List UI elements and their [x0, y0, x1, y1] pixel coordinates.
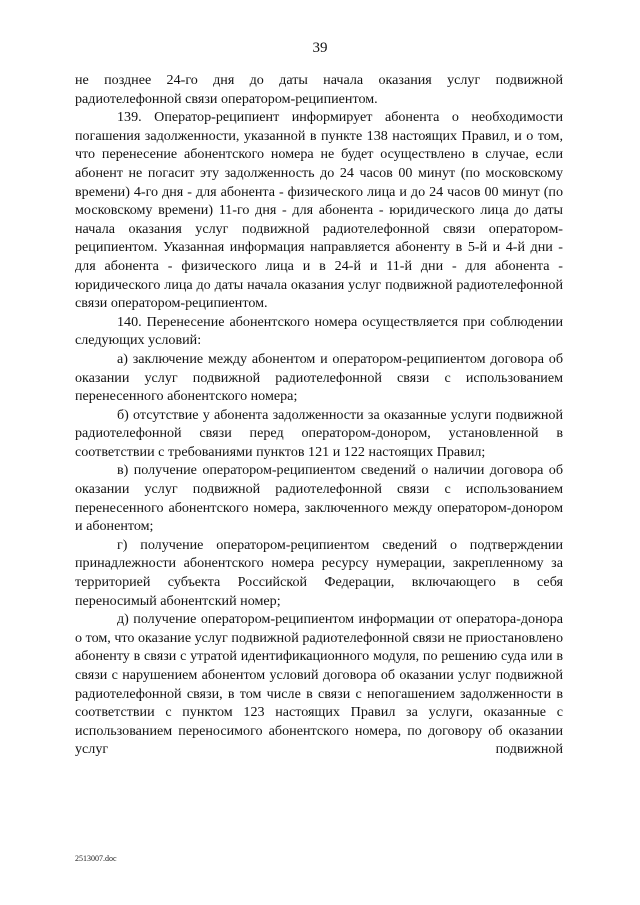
paragraph-140-v: в) получение оператором-реципиентом сведений о наличии договора об оказании услуг подвижной радиотелефонной связи с использованием перенесенного абонентского номера, заключенного между оператором-донором и абонентом;: [75, 462, 563, 535]
paragraph-140-a: а) заключение между абонентом и оператором-реципиентом договора об оказании услуг подвижной радиотелефонной связи с использованием перенесенного абонентского номера;: [75, 350, 563, 405]
paragraph-139: 139. Оператор-реципиент информирует абонента о необходимости погашения задолженности, указанной в пункте 138 настоящих Правил, и о том, что перенесение абонентского номера не будет осуществлено в случае, если абонент не погасит эту задолженность до 24 часов 00 минут (по московскому времени) 4-го дня - для абонента - физического лица и до 24 часов 00 минут (по московскому времени) 11-го дня - для абонента - юридического лица до даты начала оказания услуг подвижной радиотелефонной связи оператором-реципиентом. Указанная информация направляется абоненту в 5-й и 4-й дни - для абонента - физического лица и в 24-й и 11-й дни - для абонента - юридического лица до даты начала оказания услуг подвижной радиотелефонной связи оператором-реципиентом.: [75, 109, 563, 312]
page-number: 39: [312, 40, 328, 56]
document-body: [75, 71, 563, 759]
paragraph-140-g: г) получение оператором-реципиентом сведений о подтверждении принадлежности абонентского номера ресурсу нумерации, закрепленному за территорией субъекта Российской Федерации, включающего в себя переносимый абонентский номер;: [75, 536, 563, 609]
paragraph-140: 140. Перенесение абонентского номера осуществляется при соблюдении следующих условий:: [75, 313, 563, 349]
footer-filename: 2513007.doc: [75, 854, 117, 863]
paragraph-140-d: д) получение оператором-реципиентом информации от оператора-донора о том, что оказание услуг подвижной радиотелефонной связи не приостановлено абоненту в связи с утратой идентификационного модуля, по решению суда или в связи с нарушением абонентом условий договора об оказании услуг подвижной радиотелефонной связи, в том числе в связи с непогашением задолженности в соответствии с пунктом 123 настоящих Правил за услуги, оказанные с использованием переносимого абонентского номера, по договору об оказании услуг подвижной: [75, 611, 563, 758]
paragraph-140-b: б) отсутствие у абонента задолженности за оказанные услуги подвижной радиотелефонной связи перед оператором-донором, установленной в соответствии с требованиями пунктов 121 и 122 настоящих Правил;: [75, 406, 563, 460]
paragraph-continuation: не позднее 24-го дня до даты начала оказания услуг подвижной радиотелефонной связи оператором-реципиентом.: [75, 72, 563, 107]
